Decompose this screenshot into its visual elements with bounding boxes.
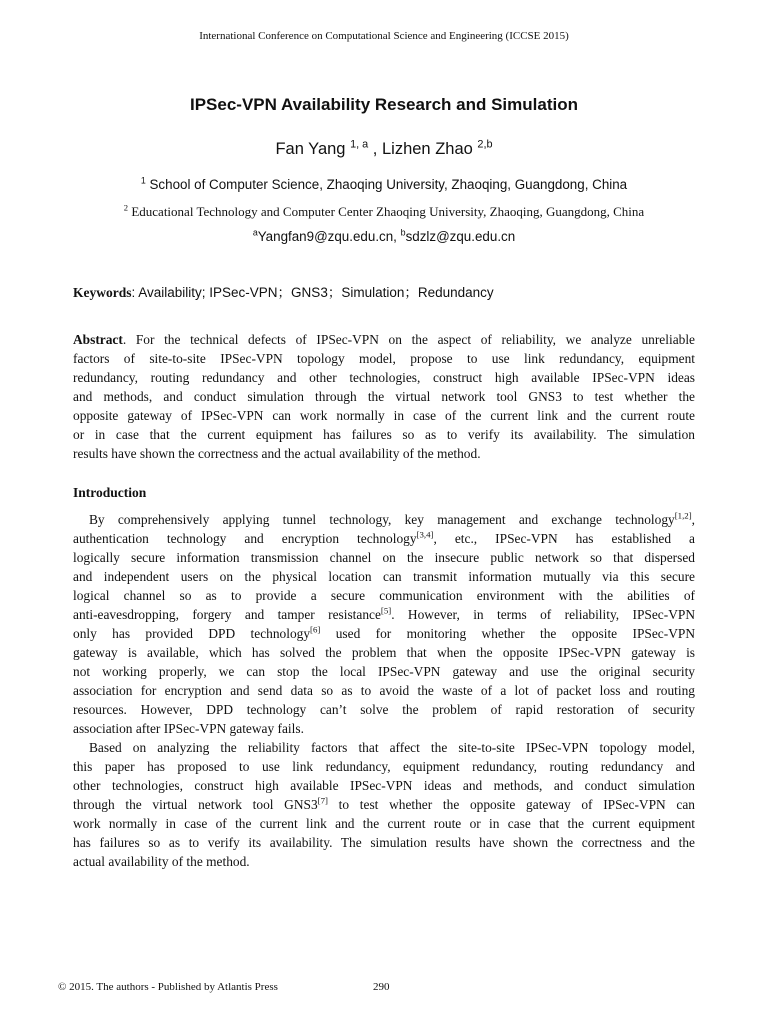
citation-ref: [6] [310, 624, 321, 635]
intro-text: only has provided DPD technology [73, 626, 311, 641]
affiliation-1 [0, 177, 768, 192]
intro-line [73, 852, 695, 871]
abstract-line: factors of site-to-site IPSec-VPN topology model, propose to use link redundancy, equipment [73, 351, 695, 366]
email-line [0, 229, 768, 244]
intro-text: By comprehensively applying tunnel technology, key management and exchange technology [89, 512, 675, 527]
section-heading-introduction: Introduction [73, 485, 147, 500]
email-sup: b [400, 227, 406, 238]
citation-ref: [3,4] [416, 529, 434, 540]
affiliation-2 [0, 204, 768, 220]
abstract [73, 330, 695, 463]
intro-text: anti-eavesdropping, forgery and tamper resistance [73, 607, 381, 622]
intro-line [73, 605, 695, 624]
intro-line [73, 529, 695, 548]
intro-line [73, 510, 695, 529]
intro-line [73, 624, 695, 643]
intro-line [73, 814, 695, 833]
abstract-line: redundancy, routing redundancy and other technologies, construct high available IPSec-VPN ideas [73, 370, 695, 385]
footer-copyright: © 2015. The authors - Published by Atlantis Press [58, 981, 278, 993]
intro-line [73, 567, 695, 586]
intro-text: and independent users on the physical location can transmit information mutually via this secure [73, 569, 695, 584]
intro-text: . However, in terms of reliability, IPSec-VPN [391, 607, 695, 622]
intro-text: , [691, 512, 695, 527]
intro-line [73, 833, 695, 852]
introduction-body [73, 510, 695, 871]
intro-line [73, 719, 695, 738]
intro-text: used for monitoring whether the opposite IPSec-VPN [320, 626, 695, 641]
author-sup: 2,b [477, 138, 493, 151]
affiliation-text: Educational Technology and Computer Center Zhaoqing University, Zhaoqing, Guangdong, China [131, 204, 645, 219]
citation-ref: [7] [317, 795, 328, 806]
page-number: 290 [373, 981, 390, 993]
conference-header: International Conference on Computational Science and Engineering (ICCSE 2015) [199, 30, 569, 42]
abstract-line: Abstract. For the technical defects of IPSec-VPN on the aspect of reliability, we analyze unreliable [73, 332, 695, 347]
paper-title: IPSec-VPN Availability Research and Simulation [190, 95, 578, 114]
author-list [0, 140, 768, 159]
intro-text: gateway is available, which has solved the problem that when the opposite IPSec-VPN gateway is [73, 645, 695, 660]
intro-text: association for encryption and send data so as to avoid the waste of a lot of packet loss and routing [73, 683, 695, 698]
intro-line [73, 757, 695, 776]
email-sup: a [252, 227, 258, 238]
intro-text: association after IPSec-VPN gateway fails. [73, 721, 304, 736]
abstract-label: Abstract [73, 332, 123, 347]
intro-line [73, 643, 695, 662]
intro-text: not working properly, we can stop the local IPSec-VPN gateway and use the original security [73, 664, 695, 679]
intro-text: logical channel so as to provide a secure communication environment with the abilities of [73, 588, 695, 603]
author-separator: , [368, 140, 382, 158]
abstract-line: results have shown the correctness and the actual availability of the method. [73, 446, 481, 461]
abstract-line: opposite gateway of IPSec-VPN can work normally in case of the current link and the current route [73, 408, 695, 423]
abstract-line: or in case that the current equipment has failures so as to verify its availability. The simulation [73, 427, 695, 442]
intro-line [73, 738, 695, 757]
keywords-label: Keywords [73, 285, 132, 300]
intro-line [73, 795, 695, 814]
intro-text: other technologies, construct high available IPSec-VPN ideas and methods, and conduct simulation [73, 778, 695, 793]
keywords [73, 281, 695, 301]
intro-line [73, 776, 695, 795]
intro-text: authentication technology and encryption technology [73, 531, 417, 546]
intro-text: to test whether the opposite gateway of IPSec-VPN can [327, 797, 695, 812]
intro-text: through the virtual network tool GNS3 [73, 797, 318, 812]
intro-line [73, 700, 695, 719]
intro-line [73, 662, 695, 681]
intro-line [73, 681, 695, 700]
email-link[interactable]: sdzlz@zqu.edu.cn [405, 229, 516, 244]
intro-text: has failures so as to verify its availability. The simulation results have shown the correctness and the [73, 835, 695, 850]
citation-ref: [5] [380, 605, 392, 616]
author-name: Fan Yang [275, 140, 346, 158]
email-link[interactable]: Yangfan9@zqu.edu.cn, [257, 229, 397, 244]
intro-text: work normally in case of the current link and the current route or in case that the current equipment [73, 816, 695, 831]
abstract-line: and methods, and conduct simulation through the virtual network tool GNS3 to test whether the [73, 389, 695, 404]
intro-text: , etc., IPSec-VPN has established a [433, 531, 696, 546]
author-sup: 1, a [350, 138, 369, 151]
intro-text: resources. However, DPD technology can’t solve the problem of rapid restoration of security [73, 702, 695, 717]
affiliation-sup: 1 [140, 175, 146, 186]
intro-line [73, 586, 695, 605]
author-name: Lizhen Zhao [381, 140, 473, 158]
intro-text: logically secure information transmission channel on the insecure public network so that dispersed [73, 550, 695, 565]
keywords-text: : Availability; IPSec-VPN；GNS3；Simulation；Redundancy [131, 285, 494, 300]
affiliation-sup: 2 [123, 202, 129, 213]
intro-line [73, 548, 695, 567]
affiliation-text: School of Computer Science, Zhaoqing University, Zhaoqing, Guangdong, China [149, 177, 628, 192]
intro-text: Based on analyzing the reliability factors that affect the site-to-site IPSec-VPN topology model, [89, 740, 695, 755]
citation-ref: [1,2] [674, 510, 692, 521]
intro-text: this paper has proposed to use link redundancy, equipment redundancy, routing redundancy and [73, 759, 695, 774]
intro-text: actual availability of the method. [73, 854, 250, 869]
